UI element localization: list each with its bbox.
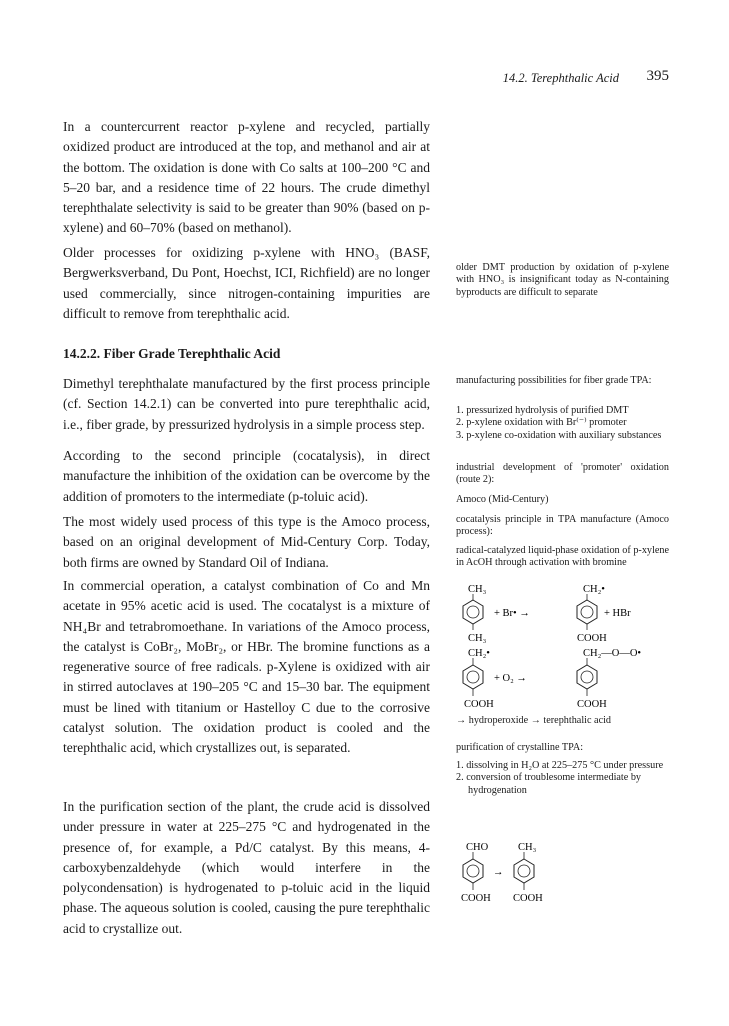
formula-label: CH₃ — [468, 584, 487, 595]
margin-list — [456, 760, 669, 797]
benzene-ring-icon — [577, 665, 597, 689]
body-paragraph: Dimethyl terephthalate manufactured by the first process principle (cf. Section 14.2.1) can be converted into pure terephthalic acid, i.e., fiber grade, by pressurized hydrolysis in a simple process step. — [63, 376, 430, 432]
margin-note: purification of crystalline TPA: — [456, 742, 584, 753]
reaction-scheme-bromine-activation — [456, 580, 669, 644]
formula-label: CH₂• — [468, 648, 490, 659]
reaction-scheme-peroxy-radical — [456, 644, 669, 710]
list-item: 1. pressurized hydrolysis of purified DMT — [456, 405, 629, 416]
body-paragraph: In commercial operation, a catalyst combination of Co and Mn acetate in 95% acetic acid is used. The cocatalyst is a mixture of NH₄Br and tetrabromoethane. In variations of the Amoco process, the catalyst is CoBr₂, MoBr₂, or HBr. The bromine functions as a regenerative source of free radicals. p-Xylene is oxidized with air in stirred autoclaves at 190–205 °C and 15–30 bar. The equipment must be lined with titanium or Hastelloy C due to the corrosive catalyst solution. The oxidation product is cooled and the terephthalic acid, which crystallizes out, is separated. — [63, 578, 430, 756]
formula-label: CH₂• — [583, 584, 605, 595]
margin-note: Amoco (Mid-Century) — [456, 494, 549, 505]
list-item: 2. conversion of troublesome intermediate by hydrogenation — [456, 772, 642, 796]
reaction-reagent: + O₂ → — [494, 673, 527, 684]
margin-note: industrial development of 'promoter' oxidation (route 2): — [456, 462, 669, 486]
formula-label: COOH — [464, 699, 494, 710]
margin-note: → hydroperoxide → terephthalic acid — [456, 715, 612, 726]
benzene-ring-icon — [463, 665, 483, 689]
formula-label: COOH — [577, 633, 607, 644]
section-heading: 14.2.2. Fiber Grade Terephthalic Acid — [63, 346, 281, 361]
formula-label: COOH — [461, 893, 491, 904]
formula-label: CH₃ — [518, 842, 537, 853]
margin-note: cocatalysis principle in TPA manufacture (Amoco process): — [456, 514, 669, 538]
benzene-ring-icon — [463, 600, 483, 624]
body-paragraph: In the purification section of the plant, the crude acid is dissolved under pressure in water at 225–275 °C and hydrogenated in the presence of, for example, a Pd/C catalyst. By this means, 4-carboxybenzaldehyde (which would interfere in the polycondensation) is hydrogenated to p-toluic acid in the liquid phase. The aqueous solution is cooled, causing the pure terephthalic acid to crystallize out. — [63, 799, 430, 936]
benzene-ring-icon — [577, 600, 597, 624]
benzene-ring-icon — [463, 859, 483, 883]
running-header-title: 14.2. Terephthalic Acid — [502, 71, 619, 85]
reaction-arrow: → — [493, 867, 504, 878]
formula-label: CH₂—O—O• — [583, 648, 642, 659]
list-item: 1. dissolving in H₂O at 225–275 °C under pressure — [456, 760, 664, 771]
formula-label: COOH — [513, 893, 543, 904]
margin-note: radical-catalyzed liquid-phase oxidation of p-xylene in AcOH through activation with bromine — [456, 545, 669, 569]
reaction-scheme-hydrogenation — [456, 838, 669, 904]
body-paragraph: According to the second principle (cocatalysis), in direct manufacture the inhibition of the oxidation can be overcome by the addition of promoters to the intermediate (p-toluic acid). — [63, 448, 430, 504]
formula-label: CH₃ — [468, 633, 487, 644]
body-paragraph: The most widely used process of this type is the Amoco process, based on an original development of Mid-Century Corp. Today, both firms are owned by Standard Oil of Indiana. — [63, 514, 430, 570]
formula-label: CHO — [466, 842, 489, 853]
list-item: 2. p-xylene oxidation with Br⁽⁻⁾ promoter — [456, 417, 627, 429]
reaction-product: + HBr — [604, 608, 631, 619]
page-number: 395 — [646, 68, 669, 84]
list-item: 3. p-xylene co-oxidation with auxiliary substances — [456, 429, 662, 441]
margin-note: older DMT production by oxidation of p-xylene with HNO₃ is insignificant today as N-containing byproducts are difficult to separate — [456, 262, 669, 298]
margin-note: manufacturing possibilities for fiber grade TPA: — [456, 375, 652, 386]
body-paragraph: In a countercurrent reactor p-xylene and recycled, partially oxidized product are introduced at the top, and methanol and air at the bottom. The oxidation is done with Co salts at 100–200 °C and 5–20 bar, and a residence time of 22 hours. The crude dimethyl terephthalate selectivity is said to be greater than 90% (based on p-xylene) and 60–70% (based on methanol). — [63, 119, 430, 236]
benzene-ring-icon — [514, 859, 534, 883]
formula-label: COOH — [577, 699, 607, 710]
body-paragraph: Older processes for oxidizing p-xylene with HNO₃ (BASF, Bergwerksverband, Du Pont, Hoechst, ICI, Richfield) are no longer used commercially, since nitrogen-containing impurities are difficult to remove from terephthalic acid. — [63, 245, 430, 321]
margin-list — [456, 405, 669, 442]
reaction-reagent: + Br• → — [494, 608, 530, 619]
